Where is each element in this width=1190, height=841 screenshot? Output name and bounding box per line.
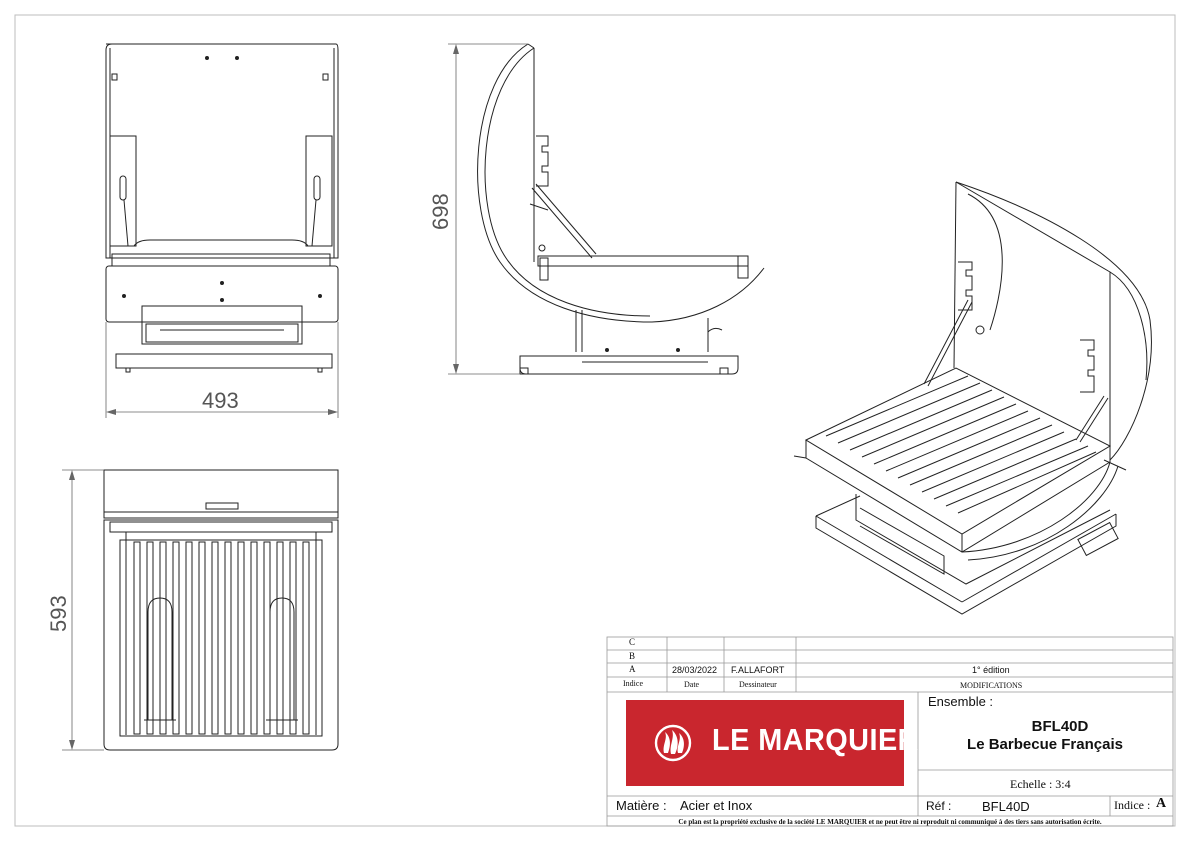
product-name: Le Barbecue Français (967, 736, 1123, 753)
brand-logo-text: LE MARQUIER (712, 722, 919, 757)
dimension-593-label: 593 (46, 595, 71, 632)
product-code: BFL40D (1031, 718, 1089, 735)
index-label: Indice : (1114, 798, 1151, 812)
material-label: Matière : (616, 798, 667, 813)
ref-value: BFL40D (982, 799, 1030, 814)
rev-row-a-modification: 1° édition (972, 665, 1010, 675)
rev-row-b-indice: B (629, 651, 636, 661)
rev-header-indice: Indice (623, 679, 643, 688)
index-value: A (1156, 796, 1167, 811)
side-view (478, 44, 764, 374)
material-value: Acier et Inox (680, 798, 753, 813)
rev-row-a-date: 28/03/2022 (672, 665, 718, 675)
dimension-493-label: 493 (202, 388, 239, 413)
rev-header-modifications: MODIFICATIONS (960, 681, 1023, 690)
grill-bars (134, 542, 309, 734)
ensemble-label: Ensemble : (928, 694, 994, 709)
rev-row-a-dessinateur: F.ALLAFORT (731, 665, 785, 675)
isometric-view (794, 182, 1151, 614)
rev-row-a-indice: A (629, 664, 636, 674)
rev-row-c-indice: C (629, 637, 636, 647)
front-view (106, 44, 338, 372)
copyright-notice: Ce plan est la propriété exclusive de la société LE MARQUIER et ne peut être ni reproduit ni communiqué à des tiers sans autorisation écrite. (678, 818, 1102, 826)
rev-header-dessinateur: Dessinateur (739, 680, 777, 689)
rev-header-date: Date (684, 680, 700, 689)
iso-grill-bars (826, 376, 1096, 513)
ref-label: Réf : (926, 799, 952, 813)
scale-label: Echelle : 3:4 (1010, 777, 1071, 791)
flame-icon (648, 723, 698, 763)
top-view (104, 470, 338, 750)
dimension-698-label: 698 (428, 193, 453, 230)
